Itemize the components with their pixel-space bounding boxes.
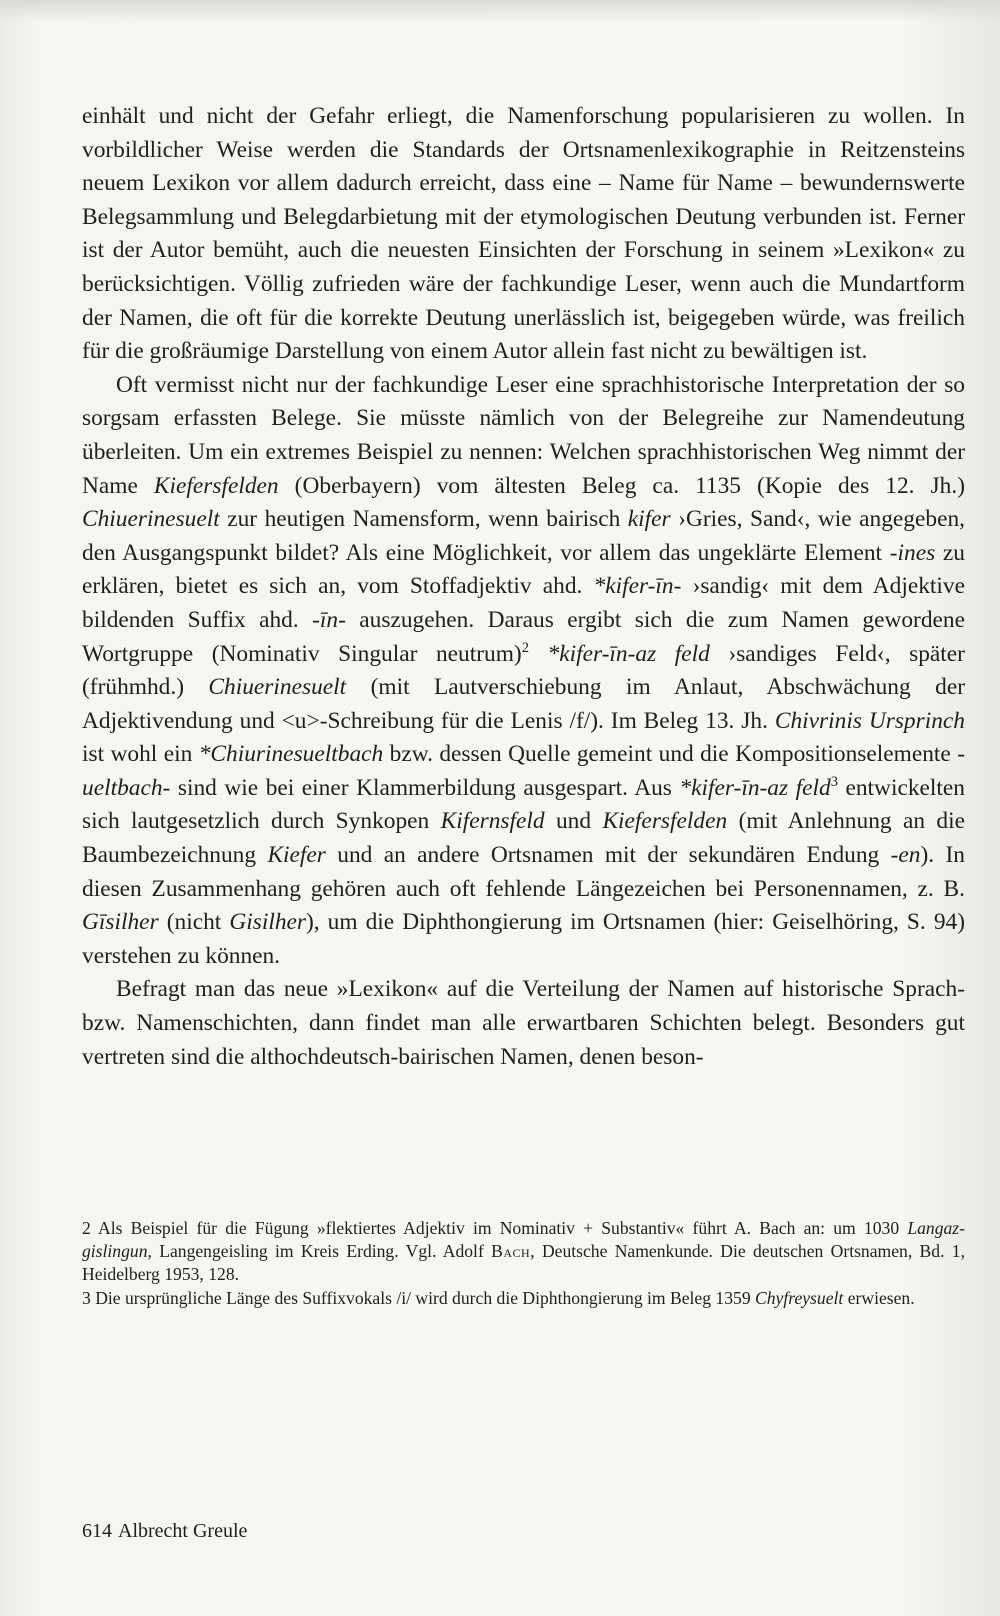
footnote-number: 2 xyxy=(82,1218,91,1238)
page-footer xyxy=(82,1520,247,1543)
text-run: zur heutigen Namensform, wenn bairisch xyxy=(219,506,628,533)
text-run: (mit Lautverschiebung im Anlaut, Abschwächung der Adjektivendung und <u>-Schreibung für die Lenis /f/). Im Beleg 13. Jh. xyxy=(82,674,965,734)
footnote-2 xyxy=(82,1217,965,1287)
scan-edge-shadow xyxy=(0,0,1000,22)
footnote-3 xyxy=(82,1287,965,1310)
footnotes xyxy=(82,1217,965,1310)
paragraph-text: Befragt man das neue »Lexikon« auf die Verteilung der Namen auf historische Sprach- bzw. Namenschichten, dann findet man alle erwartbaren Schichten belegt. Besonders gut vertreten sind die althochdeutsch-bairischen Namen, denen beson- xyxy=(82,976,965,1070)
historical-form: Langaz-gislingun xyxy=(82,1218,965,1262)
morpheme: -ueltbach- xyxy=(82,741,965,801)
text-run: Oft vermisst nicht nur der fachkundige Leser eine sprachhistorische Interpretation der so sorgsam erfassten Belege. Sie müsste nämlich von der Belegreihe zur Namendeutung überleiten. Um ein extremes Beispiel zu nennen: Welchen sprachhistorischen Weg nimmt der Name xyxy=(82,371,965,499)
historical-form: Chivrinis Ursprinch xyxy=(774,707,965,734)
reconstructed-form: *kifer-īn-az feld xyxy=(679,774,831,801)
dialect-word: kifer xyxy=(627,506,671,533)
reconstructed-form: *kifer-īn-az feld xyxy=(547,640,710,667)
text-run: ›sandig‹ mit dem Adjektive bildenden Suffix ahd. xyxy=(82,573,965,633)
text-run: , Deutsche Namenkunde. Die deutschen Ortsnamen, Bd. 1, Heidelberg 1953, 128. xyxy=(82,1241,966,1285)
text-run: ›sandiges Feld‹, später (frühmhd.) xyxy=(82,640,965,701)
personal-name: Gisilher xyxy=(229,909,306,936)
text-run: ist wohl ein xyxy=(82,741,199,768)
text-run: auszugehen. Daraus ergibt sich die zum Namen gewordene Wortgruppe (Nominativ Singular neutrum) xyxy=(82,606,965,667)
paragraph-3 xyxy=(82,973,965,1074)
text-run: , Langengeisling im Kreis Erding. Vgl. Adolf xyxy=(147,1241,492,1262)
text-run: Als Beispiel für die Fügung »flektiertes Adjektiv im Nominativ + Substantiv« führt A. Bach an: um 1030 xyxy=(98,1218,908,1238)
text-run: und xyxy=(544,808,603,835)
historical-form: Chyfreysuelt xyxy=(755,1287,844,1308)
text-run: ). In diesen Zusammenhang gehören auch oft fehlende Längezeichen bei Personennamen, z. B. xyxy=(82,842,965,902)
morpheme: -ines xyxy=(889,539,936,566)
suffix: -en xyxy=(890,842,921,869)
paragraph-1 xyxy=(82,100,965,369)
historical-form: Kifernsfeld xyxy=(440,808,545,835)
main-text xyxy=(82,100,965,1074)
text-run: entwickelten sich lautgesetzlich durch Synkopen xyxy=(82,774,965,835)
text-run: ), um die Diphthongierung im Ortsnamen (hier: Geiselhöring, S. 94) verstehen zu können. xyxy=(82,909,965,969)
text-run: sind wie bei einer Klammerbildung ausgespart. Aus xyxy=(170,774,680,801)
footnote-ref-3[interactable]: 3 xyxy=(830,774,838,791)
page-number: 614 xyxy=(82,1520,112,1542)
text-run: und an andere Ortsnamen mit der sekundären Endung xyxy=(325,842,891,869)
text-run: bzw. dessen Quelle gemeint und die Kompositionselemente xyxy=(383,741,958,768)
place-name: Kiefersfelden xyxy=(602,808,728,835)
paragraph-2 xyxy=(82,369,965,974)
text-run: Die ursprüngliche Länge des Suffixvokals /i/ wird durch die Diphthongierung im Beleg 1359 xyxy=(95,1287,756,1308)
text-run: (Oberbayern) vom ältesten Beleg ca. 1135 (Kopie des 12. Jh.) xyxy=(278,472,965,499)
author-name: Bach xyxy=(491,1241,531,1262)
footnote-ref-2[interactable]: 2 xyxy=(521,639,529,656)
word: Kiefer xyxy=(267,842,326,869)
paragraph-text: einhält und nicht der Gefahr erliegt, die Namenforschung popularisieren zu wollen. In vorbildlicher Weise werden die Standards der Ortsnamenlexikographie in Reitzensteins neuem Lexikon vor allem dadurch erreicht, dass eine – Name für Name – bewundernswerte Belegsammlung und Belegdarbietung mit der etymologischen Deutung verbunden ist. Ferner ist der Autor bemüht, auch die neuesten Einsichten der Forschung in seinem »Lexikon« zu berücksichtigen. Völlig zufrieden wäre der fachkundige Leser, wenn auch die Mundartform der Namen, die oft für die korrekte Deutung unerlässlich ist, beigegeben würde, was freilich für die großräumige Darstellung von einem Autor allein fast nicht zu bewältigen ist. xyxy=(82,103,965,365)
reconstructed-form: *Chiurinesueltbach xyxy=(198,741,384,768)
reconstructed-form: *kifer-īn- xyxy=(593,573,682,600)
running-footer-author: Albrecht Greule xyxy=(118,1520,248,1542)
text-run xyxy=(529,641,548,667)
suffix: -īn- xyxy=(312,606,346,633)
place-name: Kiefersfelden xyxy=(153,472,279,499)
text-run: ›Gries, Sand‹, wie angegeben, den Ausgangspunkt bildet? Als eine Möglichkeit, vor allem das ungeklärte Element xyxy=(82,506,965,566)
personal-name: Gīsilher xyxy=(82,909,159,936)
footnote-number: 3 xyxy=(82,1287,91,1308)
text-run: erwiesen. xyxy=(843,1287,915,1308)
text-run: (nicht xyxy=(158,909,230,936)
historical-form: Chiuerinesuelt xyxy=(82,506,220,533)
text-run: (mit Anlehnung an die Baumbezeichnung xyxy=(82,808,966,869)
historical-form: Chiuerinesuelt xyxy=(208,674,347,701)
text-run: zu erklären, bietet es sich an, vom Stoffadjektiv ahd. xyxy=(82,539,965,600)
